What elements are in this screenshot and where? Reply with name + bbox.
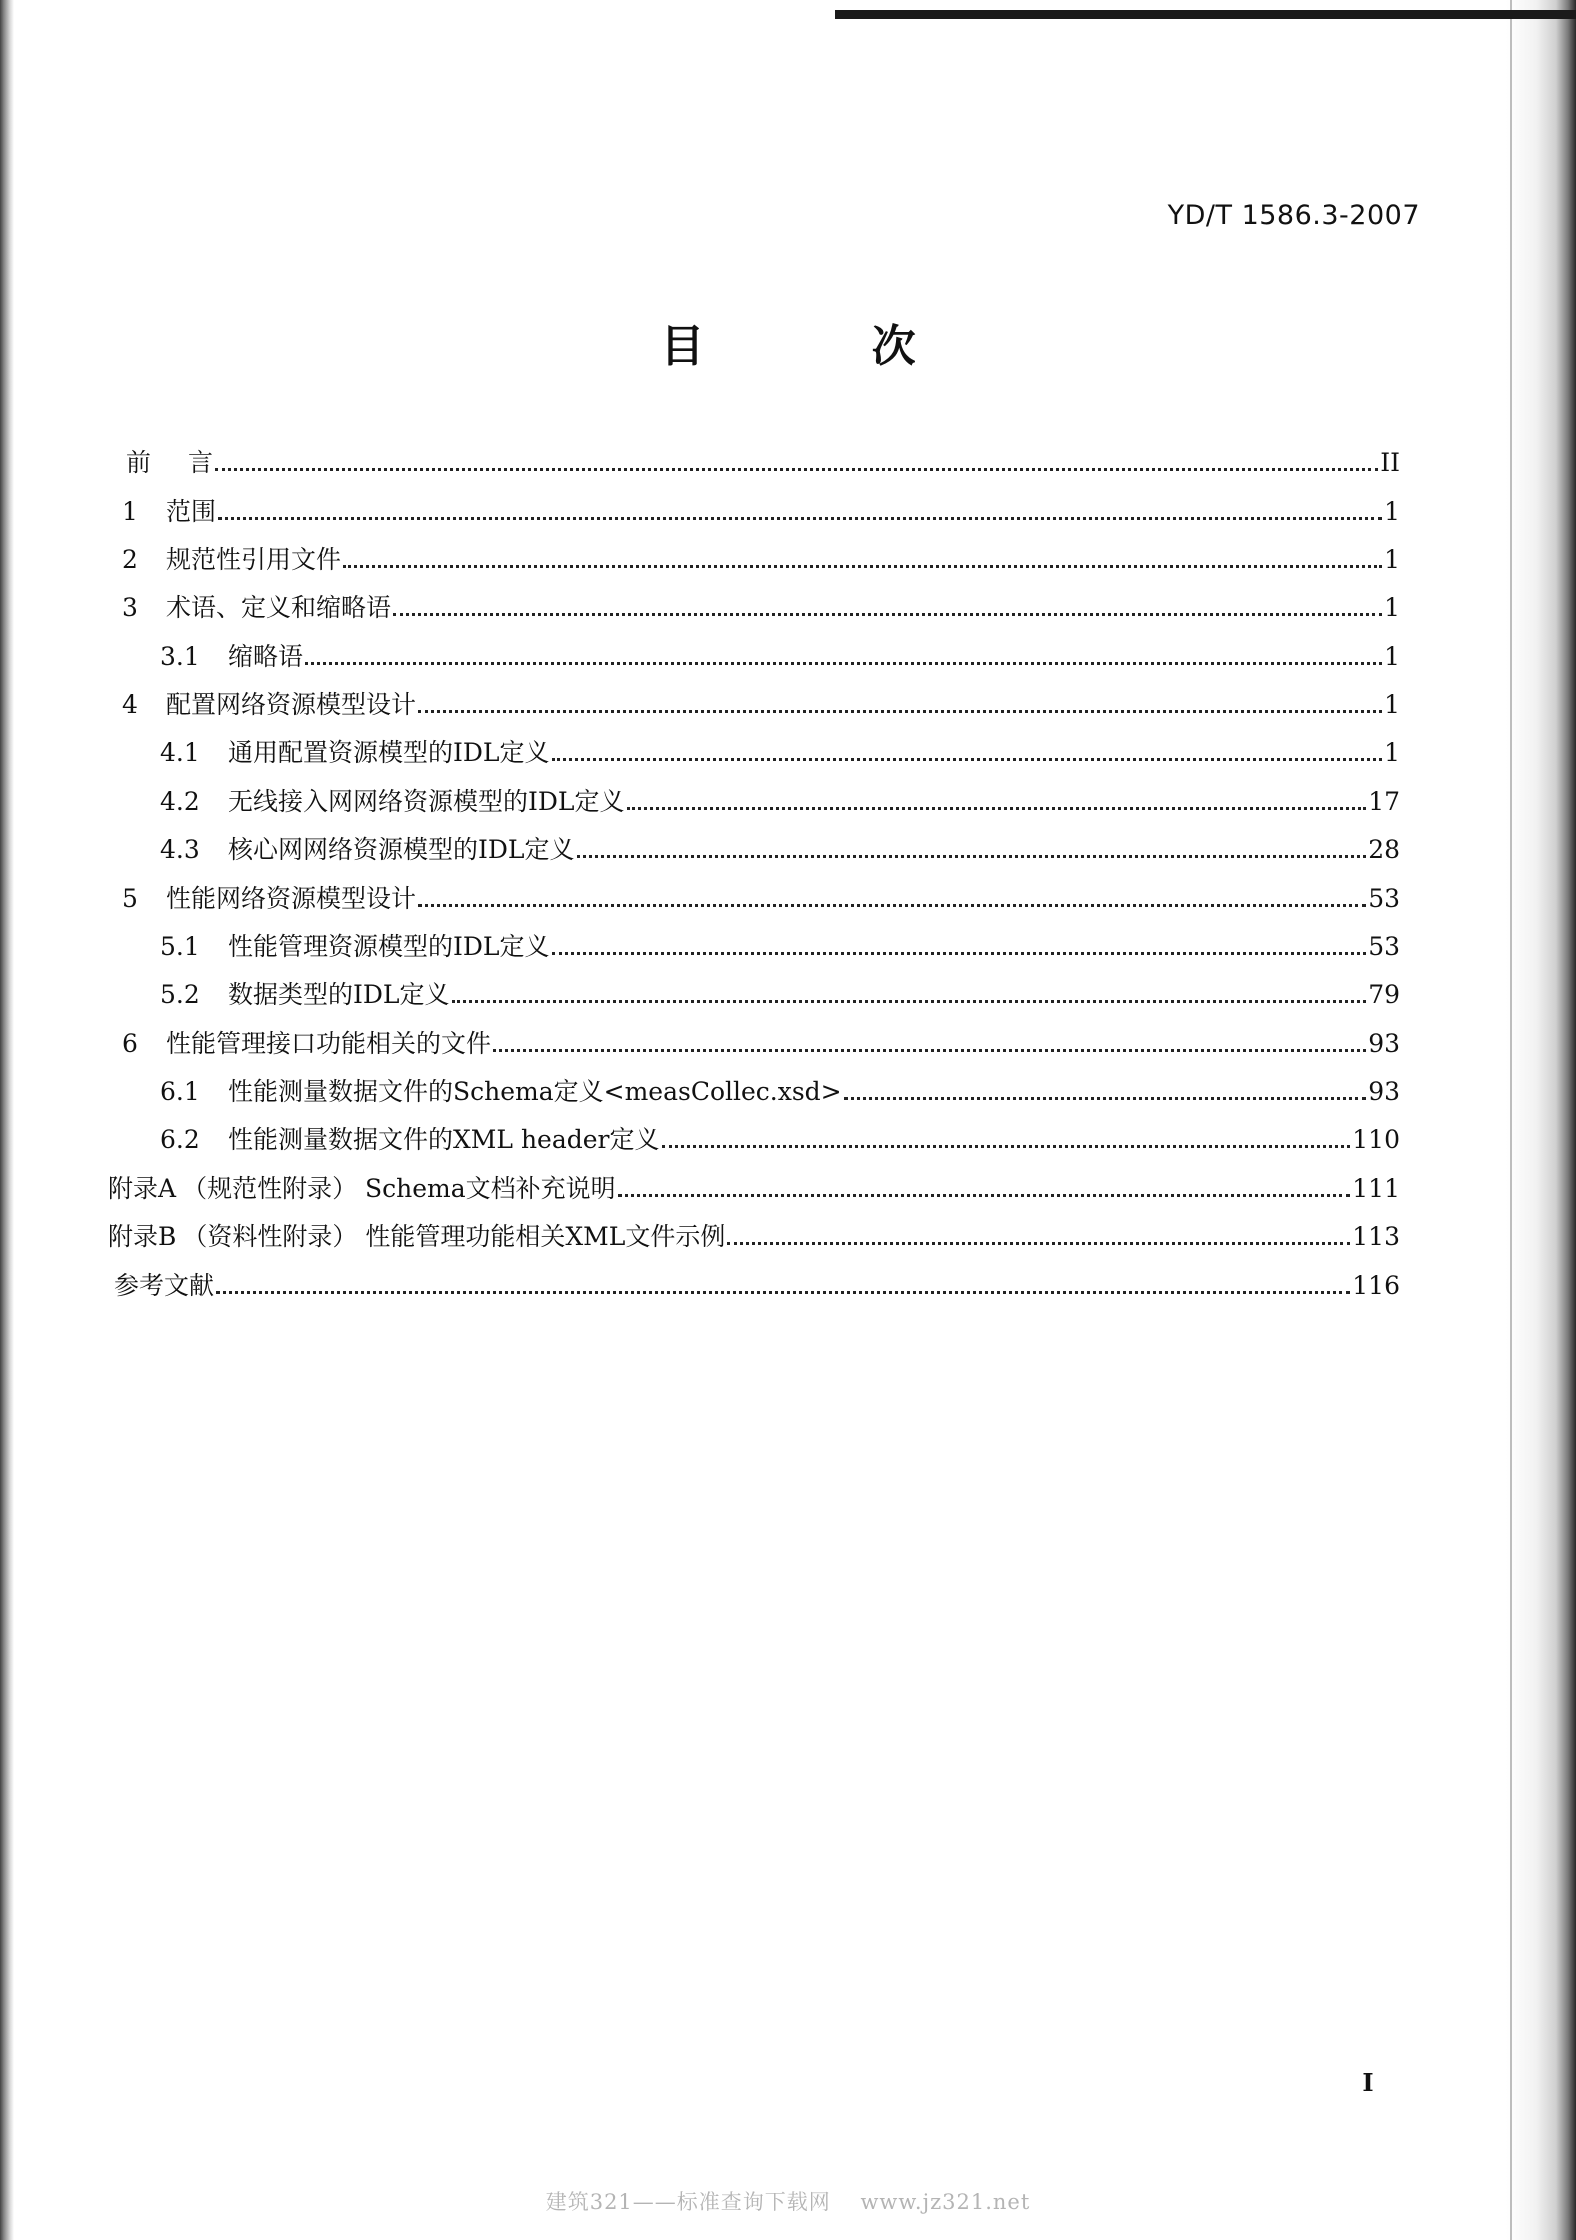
toc-entry-number: 4 [122, 690, 138, 719]
toc-entry-appendix-b[interactable] [108, 1212, 1400, 1252]
toc-dot-leader [618, 1194, 1351, 1197]
toc-entry-number: 4.1 [160, 738, 200, 767]
toc-dot-leader [418, 710, 1382, 713]
toc-entry-1[interactable] [122, 487, 1400, 527]
toc-entry-number: 5.2 [160, 980, 200, 1009]
toc-entry-title: 性能管理接口功能相关的文件 [166, 1029, 492, 1058]
toc-entry-title: 范围 [166, 497, 217, 526]
toc-dot-leader [215, 468, 1378, 471]
toc-dot-leader [627, 807, 1367, 810]
toc-entry-number: 1 [122, 497, 138, 526]
toc-dot-leader [218, 517, 1382, 520]
toc-entry-2[interactable] [122, 535, 1400, 575]
toc-entry-title: 数据类型的IDL定义 [228, 980, 450, 1009]
toc-dot-leader [393, 613, 1382, 616]
toc-entry-number: 5 [122, 884, 138, 913]
toc-entry-title: 性能测量数据文件的Schema定义<measCollec.xsd> [228, 1077, 842, 1106]
toc-entry-title: 缩略语 [228, 642, 304, 671]
toc-dot-leader [727, 1242, 1350, 1245]
toc-entry-number: 2 [122, 545, 138, 574]
toc-dot-leader [552, 952, 1367, 955]
toc-entry-title: 参考文献 [114, 1271, 215, 1300]
toc-entry-page: 113 [1352, 1222, 1400, 1251]
toc-entry-number: 3 [122, 593, 138, 622]
toc-entry-number: 4.3 [160, 835, 200, 864]
header-rule [835, 10, 1576, 19]
toc-entry-6-2[interactable] [160, 1115, 1400, 1155]
toc-dot-leader [452, 1000, 1367, 1003]
toc-entry-title: 规范性引用文件 [166, 545, 342, 574]
toc-entry-page: 111 [1352, 1174, 1400, 1203]
toc-entry-title: 言 [188, 448, 214, 477]
toc-entry-title: （资料性附录） 性能管理功能相关XML文件示例 [182, 1222, 726, 1251]
toc-entry-5-2[interactable] [160, 970, 1400, 1010]
toc-entry-number: 附录A [108, 1174, 177, 1203]
page-number: I [1362, 2068, 1374, 2097]
toc-entry-title: 术语、定义和缩略语 [166, 593, 392, 622]
toc-entry-6-1[interactable] [160, 1067, 1400, 1107]
toc-entry-page: 1 [1384, 497, 1400, 526]
toc-entry-appendix-a[interactable] [108, 1164, 1400, 1204]
toc-entry-number: 6.2 [160, 1125, 200, 1154]
toc-entry-6[interactable] [122, 1019, 1400, 1059]
toc-dot-leader [493, 1049, 1366, 1052]
toc-entry-references[interactable] [108, 1261, 1400, 1301]
toc-entry-page: 93 [1368, 1029, 1400, 1058]
toc-dot-leader [305, 662, 1382, 665]
toc-entry-page: 53 [1368, 884, 1400, 913]
toc-entry-title: 性能网络资源模型设计 [166, 884, 417, 913]
toc-entry-page: 1 [1384, 593, 1400, 622]
page-title: 目 次 [660, 321, 992, 372]
toc-entry-page: 1 [1384, 545, 1400, 574]
toc-entry-5-1[interactable] [160, 922, 1400, 962]
toc-entry-page: 1 [1384, 738, 1400, 767]
toc-dot-leader [418, 904, 1366, 907]
toc-entry-title: 核心网网络资源模型的IDL定义 [228, 835, 575, 864]
toc-entry-title: 性能管理资源模型的IDL定义 [228, 932, 550, 961]
toc-entry-number: 附录B [108, 1222, 177, 1251]
toc-entry-page: 53 [1368, 932, 1400, 961]
toc-entry-title: （规范性附录） Schema文档补充说明 [182, 1174, 616, 1203]
toc-entry-page: II [1380, 448, 1400, 477]
toc-entry-5[interactable] [122, 874, 1400, 914]
toc-dot-leader [577, 855, 1367, 858]
standard-code: YD/T 1586.3-2007 [1167, 200, 1420, 231]
toc-entry-4-3[interactable] [160, 825, 1400, 865]
toc-dot-leader [343, 565, 1382, 568]
toc-entry-number: 6 [122, 1029, 138, 1058]
toc-entry-4-1[interactable] [160, 728, 1400, 768]
toc-entry-number: 前 [126, 448, 152, 477]
toc-entry-number: 5.1 [160, 932, 200, 961]
toc-entry-number: 3.1 [160, 642, 200, 671]
toc-entry-4[interactable] [122, 680, 1400, 720]
toc-entry-title: 性能测量数据文件的XML header定义 [228, 1125, 660, 1154]
toc-entry-page: 1 [1384, 642, 1400, 671]
toc-entry-number: 4.2 [160, 787, 200, 816]
toc-dot-leader [844, 1097, 1367, 1100]
toc-entry-page: 28 [1368, 835, 1400, 864]
toc-dot-leader [552, 758, 1383, 761]
toc-entry-page: 116 [1352, 1271, 1400, 1300]
toc-entry-title: 无线接入网网络资源模型的IDL定义 [228, 787, 625, 816]
toc-entry-page: 1 [1384, 690, 1400, 719]
toc-entry-page: 110 [1352, 1125, 1400, 1154]
toc-entry-number: 6.1 [160, 1077, 200, 1106]
watermark-text: 建筑321——标准查询下载网 www.jz321.net [545, 2190, 1031, 2214]
toc-entry-foreword[interactable] [126, 438, 1400, 478]
toc-entry-page: 79 [1368, 980, 1400, 1009]
toc-entry-3[interactable] [122, 583, 1400, 623]
toc-entry-3-1[interactable] [160, 632, 1400, 672]
toc-entry-page: 93 [1368, 1077, 1400, 1106]
toc-entry-page: 17 [1368, 787, 1400, 816]
toc-dot-leader [216, 1291, 1350, 1294]
toc-entry-title: 通用配置资源模型的IDL定义 [228, 738, 550, 767]
toc-entry-title: 配置网络资源模型设计 [166, 690, 417, 719]
toc-entry-4-2[interactable] [160, 777, 1400, 817]
toc-dot-leader [662, 1145, 1351, 1148]
